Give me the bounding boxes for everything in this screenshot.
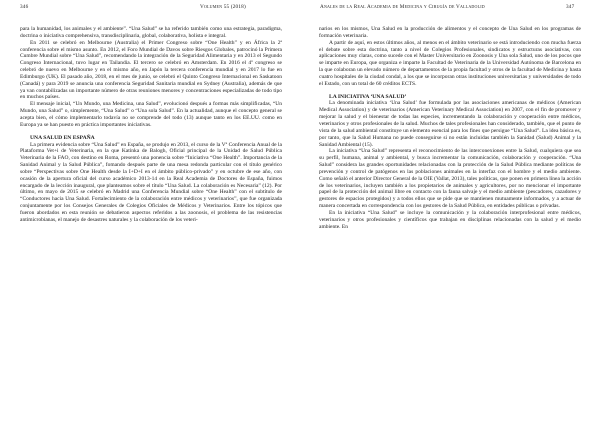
paragraph: narios en los mismos, Una Salud en la producción de alimentos y el concepto de Una Salud en los programas de formación veterinaria. — [319, 26, 581, 39]
paragraph: La iniciativa “Una Salud” representa el reconocimiento de las interconexiones entre la Salud, cualquiera que sea su perfil, humana, animal y ambiental, y busca incrementar la comunicación, colaboración y cooperación. “Una Salud” considera las grandes oportunidades relacionadas con la protección de la Salud Pública mediante políticas de prevención y control de patógenos en las poblaciones animales en la interfaz con el hombre y el medio ambiente. Como señaló el anterior Director General de la OIE (Vallat, 2013), tales políticas, que ponen en primera línea la acción de los veterinarios, incluyen también a los propietarios de animales y agricultores, por no mencionar el importante papel de la protección del animal libre en contacto con la fauna salvaje y el medio ambiente (pescadores, cazadores y gestores de espacios protegidos) y a todos ellos que se pide que se mantienen mutuamente informados, y a actuar de manera concertada en correspondencia con los gestores de la Salud Pública, en entidades públicas o privadas. — [319, 148, 581, 210]
page-number-right: 347 — [566, 4, 575, 10]
section-heading: UNA SALUD EN ESPAÑA — [30, 134, 95, 141]
left-column — [20, 26, 282, 224]
paragraph: A partir de aquí, en estos últimos años, al menos en el ámbito veterinario se está introduciendo con mucha fuerza el debate sobre esta doctrina, tanto a nivel de Colegios Profesionales, sindicatos y estructuras asociativas, con aplicaciones muy claras, como sucede con el Master Universitario en Zoonosis y Una sola Salud, uno de los pocos que se imparte en Europa, que organiza e imparte la Facultad de Veterinaria de la Universidad Autónoma de Barcelona en la que colaboran un elevado número de departamentos de la propia facultad y otros de la facultad de Medicina y hasta cuatro hospitales de la ciudad condal, a los que se incorporan otras instituciones universitarias y universidades de todo el Estado, con un total de 60 créditos ECTS. — [319, 39, 581, 87]
running-header-left: Volumen 55 (2018) — [200, 4, 246, 10]
running-header-right: Anales de la Real Academia de Medicina y Cirugía de Valladolid — [320, 4, 485, 10]
paragraph: En la iniciativa “Una Salud” se incluye la comunicación y la colaboración interprofesional entre médicos, veterinarios y otros profesionales y científicos que trabajan en disciplinas relacionadas con la salud y el medio ambiente. En — [319, 209, 581, 230]
paragraph: para la humanidad, los animales y el ambiente”. “Una Salud” se ha referido también como una estrategia, paradigma, doctrina o iniciativa comprehensiva, transdisciplinaria, global, colaborativa, holista e integral. — [20, 26, 282, 39]
right-column — [319, 26, 581, 230]
page-number-left: 346 — [20, 4, 29, 10]
paragraph: La primera evidencia sobre “Una Salud” en España, se produjo en 2013, el curso de la Vª Conferencia Anual de la Plataforma Vet+i de Veterinaria, en la que Katinka de Balogh, Oficial principal de la Unidad de Salud Pública Veterinaria de la FAO, con destino en Roma, presentó una ponencia sobre “Iniciativa “One Health”. Importancia de la Sanidad Animal y la Salud Pública”, fomando después parte de una mesa redonda particular con el título genérico sobre “Perspectivas sobre One Health desde la I+D+I en el ámbito público-privado” y en octubre de ese año, con ocasión de la apertura oficial del curso académico 2013-14 en la Real Academia de Doctores de España, fuimos encargado de la lección inaugural, que planteamos sobre el título “Una Salud. La colaboración es Necesaria” (12). Por último, en mayo de 2015 se celebró en Madrid una Conferencia Mundial sobre “One Health” con el subtítulo de “Conductores hacia Una Salud. Fortalecimiento de la colaboración entre médicos y veterinarios”, que fue organizada conjuntamente por los Consejos Generales de Colegios Oficiales de Médicos y Veterinarios. Entre los tópicos que fueron abordados en esta reunión se debatieron aspectos referidos a las zoonosis, el problema de las resistencias antimicrobianas, el manejo de desastres naturales y la colaboración de los veteri- — [20, 141, 282, 223]
paragraph: El mensaje inicial, “Un Mundo, una Medicina, una Salud”, evolucionó después a formas más simplificadas, “Un Mundo, una Salud” o, simplemente, “Una Salud” o “Una sola Salud”. En la actualidad, aunque el concepto general se acepta bien, el cómo implementarlo todavía no se comprende del todo (13) aunque tanto en los EE.UU. como en Europa ya se han puesto en práctica importantes iniciativas. — [20, 101, 282, 128]
paragraph: La denominada iniciativa ‘Una Salud’ fue formulada por las asociaciones americanas de médicos (American Medical Association) y de veterinarios (American Veterinary Medical Association) en 2007, con el fin de promover y mejorar la salud y el bienestar de todas las especies, incrementando la colaboración y cooperación entre médicos, veterinarios y otros profesionales de la salud. Muchos de tales profesionales han considerado, también, que el punto de vista de la salud ambiental constituye un elemento esencial para los fines que persigue “Una Salud”. La idea básica es, por tanto, que la Salud Humana no puede conseguirse si no están incluidas también la Sanidad (Salud) Animal y la Sanidad Ambiental (15). — [319, 100, 581, 148]
section-heading: LA INICIATIVA ‘UNA SALUD’ — [329, 93, 407, 100]
paragraph: En 2011 se celebró en Melbourne (Australia) el Primer Congreso sobre “One Health” y en África la 2ª conferencia sobre el mismo asunto. En 2012, el Foro Mundial de Davos sobre Riesgos Globales, patrocinó la Primera Cumbre Mundial sobre “Una Salud”, recomendando la integración de la Seguridad Alimentaria y en 2013 el Segundo Congreso Internacional, tuvo lugar en Tailandia. El tercero se celebró en Amsterdam. En 2016 el 4º congreso se celebró de nuevo en Melbourne y en el mismo año, en Japón la tercera conferencia mundial y en 2017 lo fue en Edimburgo (UK). El pasado año, 2018, en el mes de junio, se celebró el Quinto Congreso Internacional en Saskatoon (Canadá) y para 2019 se anuncia una conferencia Seguridad Sanitaria mundial en Sydney (Australia), además de que ya van contabilizadas un importante número de otras reuniones menores y concentraciones especializadas de todo tipo en muchos países. — [20, 39, 282, 101]
